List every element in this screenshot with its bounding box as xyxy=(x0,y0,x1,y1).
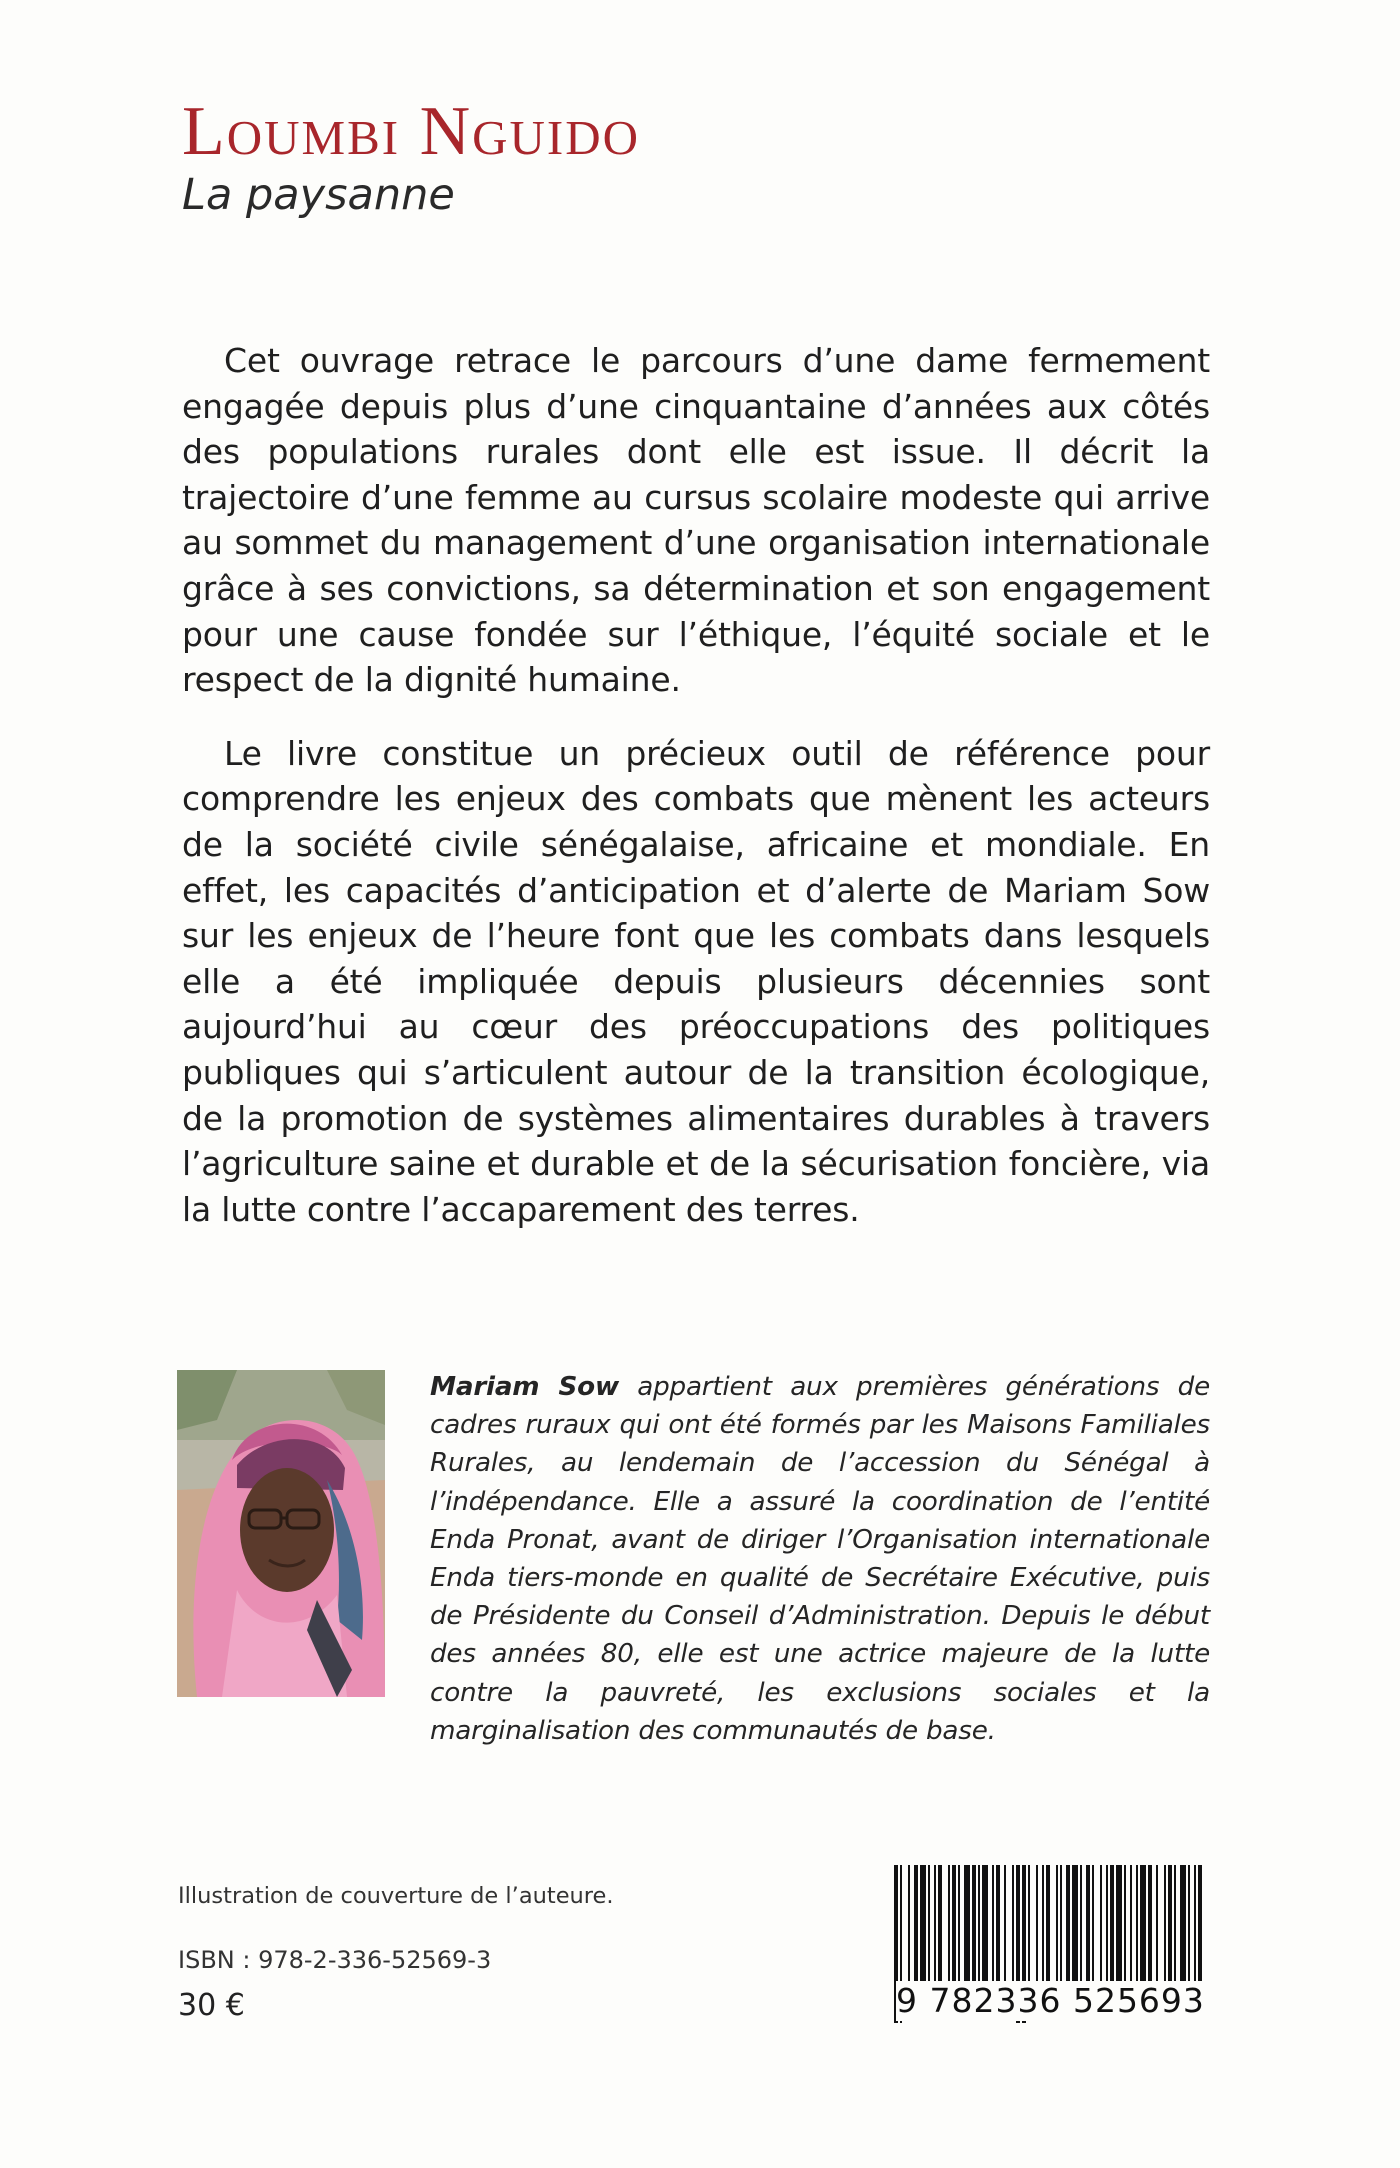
author-photo xyxy=(177,1370,385,1697)
barcode-bar xyxy=(958,1865,960,1993)
barcode-bar xyxy=(920,1865,926,1993)
cover-illustration-credit: Illustration de couverture de l’auteure. xyxy=(178,1883,614,1909)
barcode-bar xyxy=(1164,1865,1166,1993)
barcode-bar xyxy=(1168,1865,1172,1993)
barcode-bar xyxy=(1066,1865,1070,1993)
barcode-bar xyxy=(1100,1865,1102,1993)
barcode-bar xyxy=(1198,1865,1202,1993)
author-biography xyxy=(430,1368,1210,1750)
barcode-bar xyxy=(1180,1865,1186,1993)
barcode-bar xyxy=(1004,1865,1006,1993)
barcode-bar xyxy=(1046,1865,1050,1993)
barcode-bar xyxy=(992,1865,994,1993)
barcode-bar xyxy=(938,1865,942,1993)
isbn: ISBN : 978-2-336-52569-3 xyxy=(178,1946,492,1974)
barcode-bar xyxy=(1072,1865,1078,1993)
barcode-bar xyxy=(1140,1865,1146,1993)
barcode-bar xyxy=(1130,1865,1132,1993)
barcode-bar xyxy=(978,1865,980,1993)
barcode-bar xyxy=(934,1865,936,1993)
book-subtitle: La paysanne xyxy=(182,170,455,220)
price: 30 € xyxy=(178,1988,245,2023)
barcode-bar xyxy=(1188,1865,1190,1993)
book-title: Loumbi Nguido xyxy=(182,93,641,170)
barcode-bar xyxy=(982,1865,988,1993)
barcode-bar xyxy=(964,1865,970,1993)
summary-paragraph-2: Le livre constitue un précieux outil de référence pour comprendre les enjeux des combats que mènent les acteurs de la société civile sénégalaise, africaine et mondiale. En effet, les capacités d’anticipation et d’alerte de Mariam Sow sur les enjeux de l’heure font que les combats dans lesquels elle a été impliquée depuis plusieurs décennies sont aujourd’hui au cœur des préoccupations des politiques publiques qui s’articulent autour de la transition écologique, de la promotion de systèmes alimentaires durables à travers l’agriculture saine et durable et de la sécurisation foncière, via la lutte contre l’accaparement des terres. xyxy=(182,733,1210,1229)
barcode-bar xyxy=(1086,1865,1090,1993)
barcode-bar xyxy=(948,1865,950,1993)
barcode-bar xyxy=(1156,1865,1158,1993)
barcode-bar xyxy=(1116,1865,1122,1993)
author-name: Mariam Sow xyxy=(430,1372,619,1402)
barcode-bar xyxy=(1124,1865,1126,1993)
barcode-bar xyxy=(952,1865,956,1993)
barcode-bar xyxy=(1174,1865,1176,1993)
summary-paragraph-1: Cet ouvrage retrace le parcours d’une dame fermement engagée depuis plus d’une cinquantaine d’années aux côtés des populations rurales dont elle est issue. Il décrit la trajectoire d’une femme au cursus scolaire modeste qui arrive au sommet du management d’une organisation internationale grâce à ses convictions, sa détermination et son engagement pour une cause fondée sur l’éthique, l’équité sociale et le respect de la dignité humaine. xyxy=(182,341,1210,700)
barcode-bar xyxy=(1036,1865,1038,1993)
barcode-bar xyxy=(928,1865,930,1993)
barcode-bar xyxy=(996,1865,1000,1993)
barcode-bar xyxy=(1080,1865,1082,1993)
barcode-bar xyxy=(1106,1865,1108,1993)
barcode-bar xyxy=(1042,1865,1044,1993)
barcode-bar xyxy=(972,1865,976,1993)
barcode-bar xyxy=(1060,1865,1062,1993)
barcode-bar xyxy=(914,1865,918,1993)
barcode-bar xyxy=(1028,1865,1030,1993)
author-bio-text: appartient aux premières générations de cadres ruraux qui ont été formés par les Maisons Familiales Rurales, au lendemain de l’accession du Sénégal à l’indépendance. Elle a assuré la coordination de l’entité Enda Pronat, avant de diriger l’Organisation internationale Enda tiers-monde en qualité de Secrétaire Exécutive, puis de Présidente du Conseil d’Administration. Depuis le début des années 80, elle est une actrice majeure de la lutte contre la pauvreté, les exclusions sociales et la marginalisation des communautés de base. xyxy=(430,1372,1210,1746)
barcode-bar xyxy=(1136,1865,1138,1993)
author-portrait-illustration xyxy=(177,1370,385,1697)
barcode-digits: 9 782336 525693 xyxy=(896,1981,1210,2021)
barcode-bar xyxy=(1012,1865,1014,1993)
barcode-bar xyxy=(908,1865,910,1993)
barcode-bar xyxy=(1194,1865,1196,1993)
back-cover-summary xyxy=(182,338,1210,1260)
barcode-bar xyxy=(1110,1865,1114,1993)
barcode-bar xyxy=(1092,1865,1094,1993)
barcode-bar xyxy=(1056,1865,1058,1993)
barcode-bar xyxy=(1148,1865,1152,1993)
